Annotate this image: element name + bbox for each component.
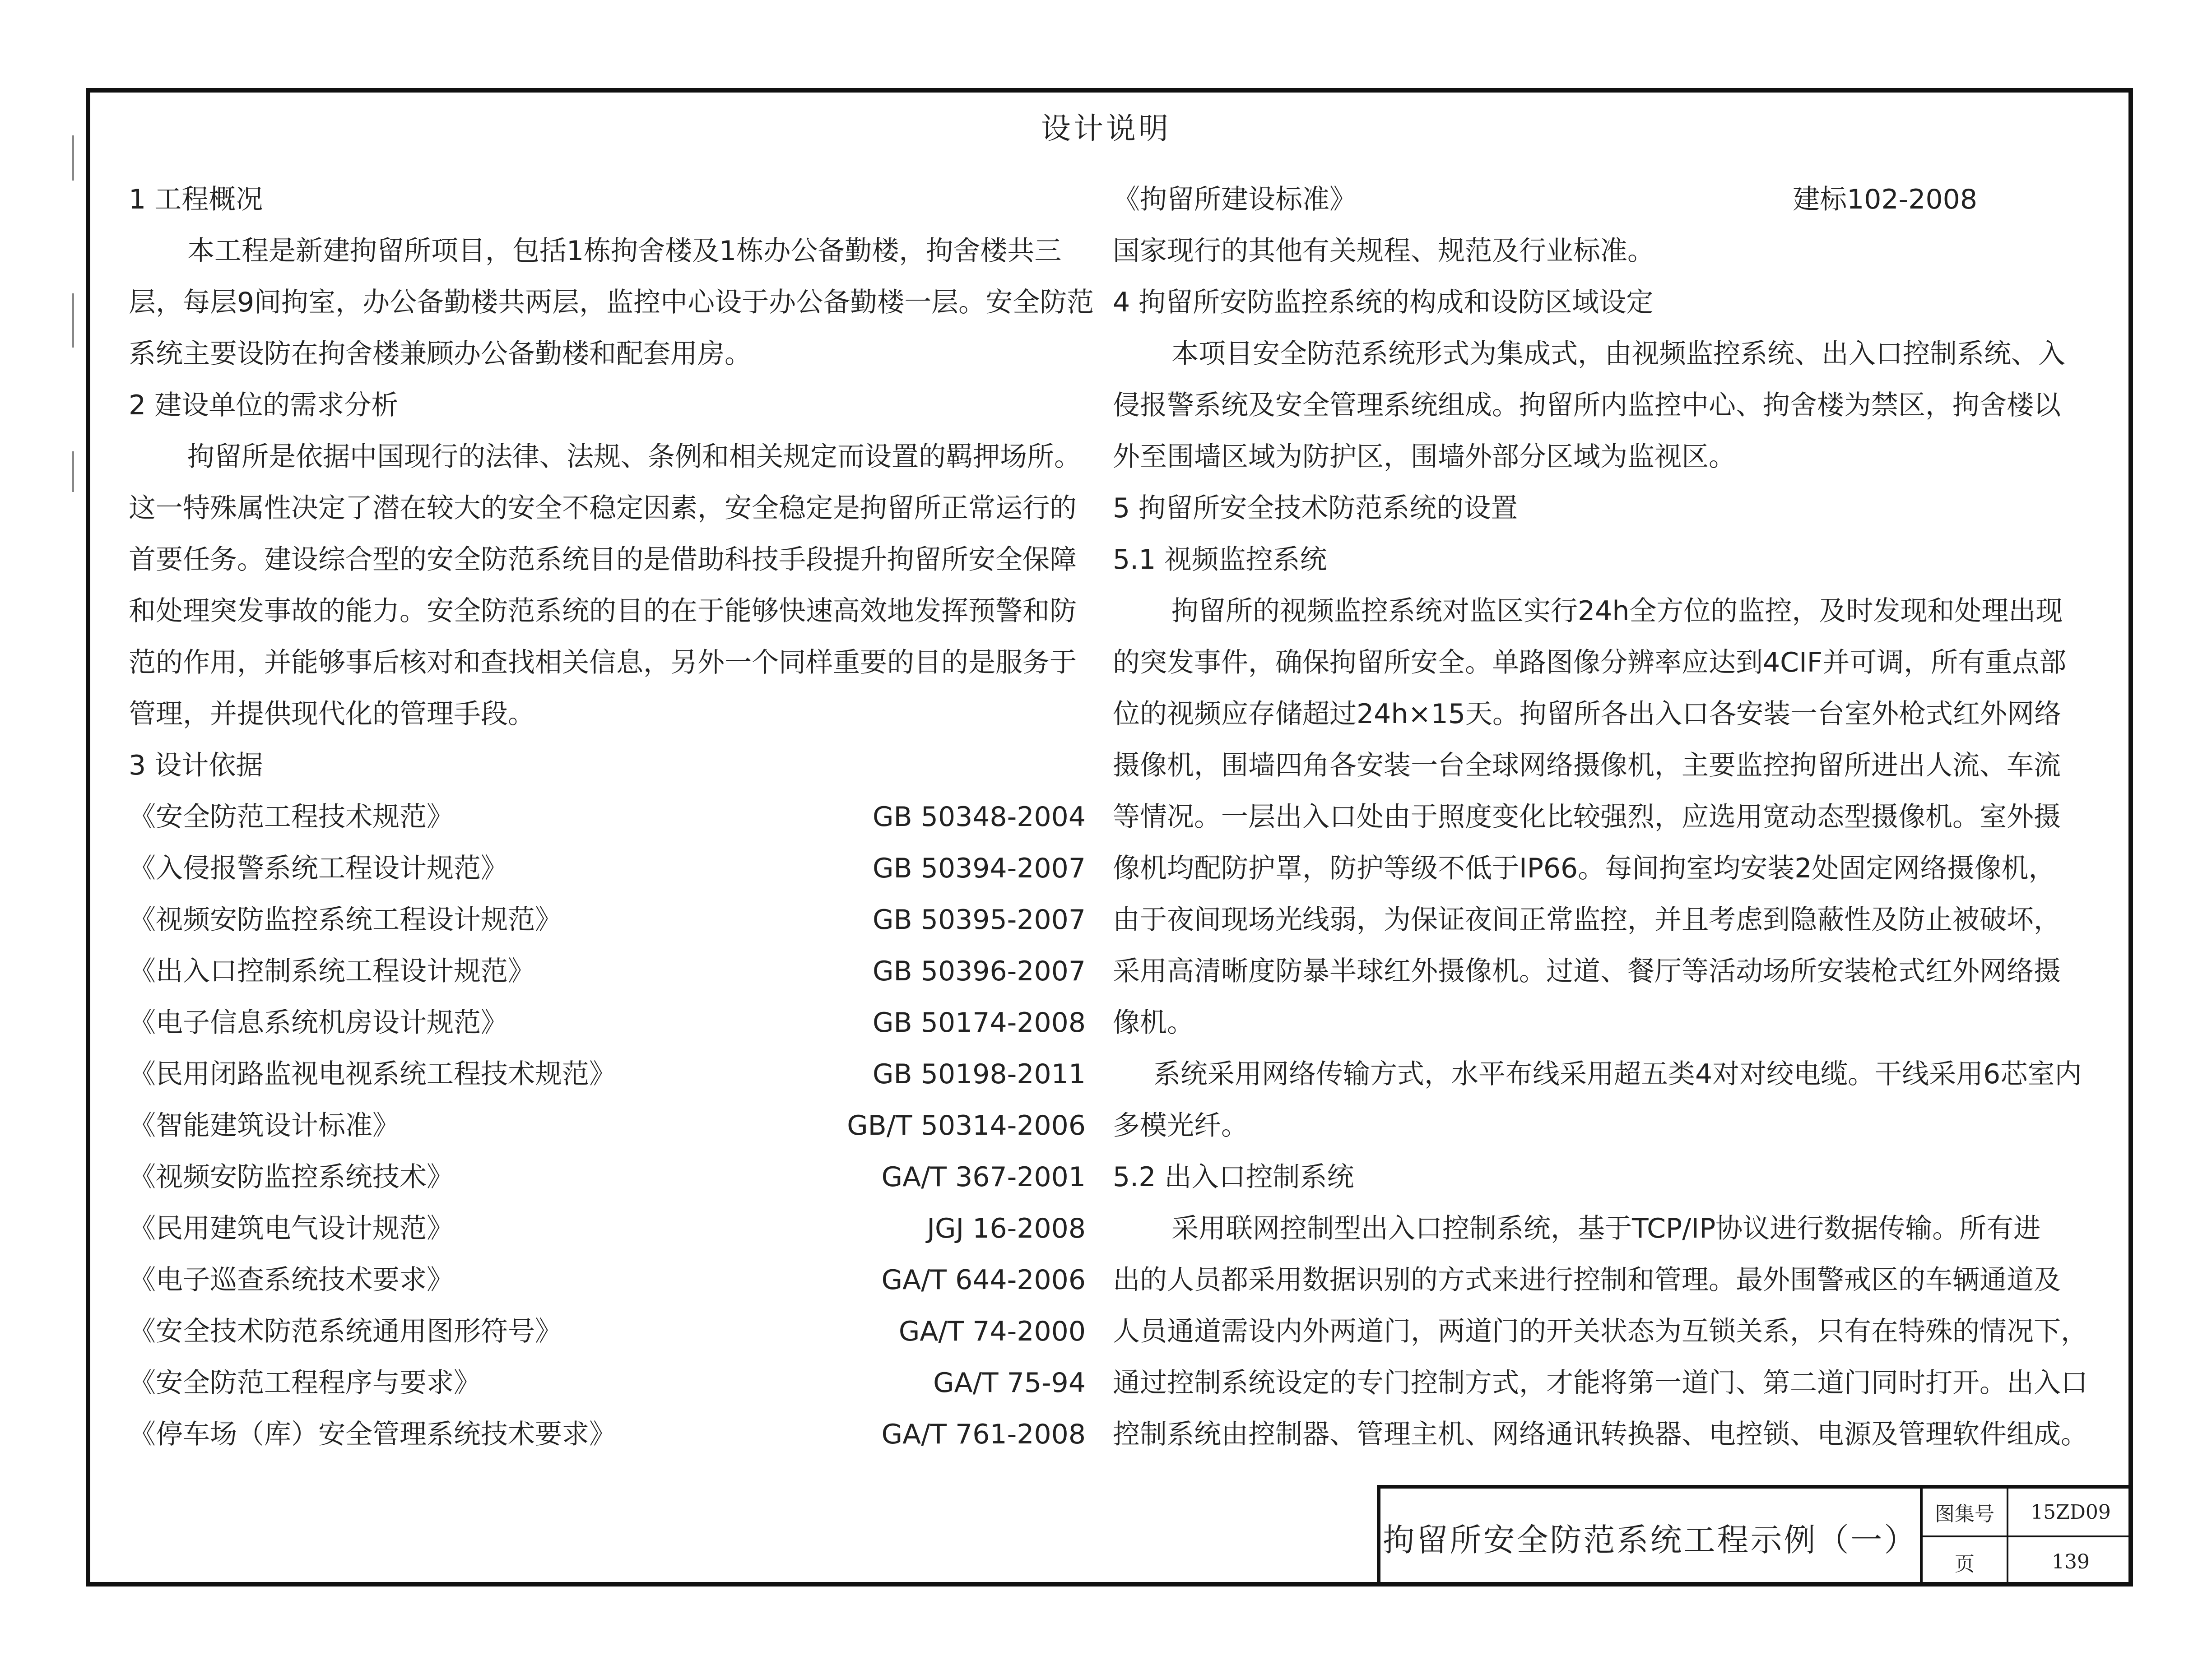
subsection-heading: 5.1 视频监控系统 xyxy=(1113,544,1327,575)
paragraph-line: 首要任务。建设综合型的安全防范系统目的是借助科技手段提升拘留所安全保障 xyxy=(129,544,1077,575)
paragraph-line: 控制系统由控制器、管理主机、网络通讯转换器、电控锁、电源及管理软件组成。 xyxy=(1113,1419,2088,1450)
reference-name: 《民用建筑电气设计规范》 xyxy=(129,1213,454,1244)
section-heading: 5 拘留所安全技术防范系统的设置 xyxy=(1113,492,1518,524)
reference-name: 《视频安防监控系统技术》 xyxy=(129,1161,454,1193)
reference-name: 《智能建筑设计标准》 xyxy=(129,1110,400,1141)
atlas-number-label: 图集号 xyxy=(1923,1489,2008,1537)
page-title: 设计说明 xyxy=(1041,111,1171,146)
paragraph-line: 层，每层9间拘室，办公备勤楼共两层，监控中心设于办公备勤楼一层。安全防范 xyxy=(129,287,1094,318)
drawing-name: 拘留所安全防范系统工程示例（一） xyxy=(1383,1522,1918,1559)
reference-row xyxy=(129,843,1086,894)
paragraph-line: 多模光纤。 xyxy=(1113,1110,1248,1141)
atlas-number-value: 15ZD09 xyxy=(2008,1489,2133,1537)
title-block-grid xyxy=(1920,1489,2133,1586)
reference-name: 《电子信息系统机房设计规范》 xyxy=(129,1007,508,1039)
paragraph-line: 通过控制系统设定的专门控制方式，才能将第一道门、第二道门同时打开。出入口 xyxy=(1113,1367,2088,1399)
reference-code: GB 50395-2007 xyxy=(873,904,1086,936)
reference-code: 建标102-2008 xyxy=(1793,184,1977,215)
reference-row xyxy=(129,1203,1086,1254)
reference-row xyxy=(129,946,1086,997)
paragraph-line: 本工程是新建拘留所项目，包括1栋拘舍楼及1栋办公备勤楼，拘舍楼共三 xyxy=(187,235,1062,267)
reference-name: 《出入口控制系统工程设计规范》 xyxy=(129,956,535,987)
paragraph-line: 这一特殊属性决定了潜在较大的安全不稳定因素，安全稳定是拘留所正常运行的 xyxy=(129,492,1077,524)
paragraph-line: 人员通道需设内外两道门，两道门的开关状态为互锁关系，只有在特殊的情况下， xyxy=(1113,1316,2088,1347)
section-heading: 3 设计依据 xyxy=(129,750,263,781)
reference-row xyxy=(129,1409,1086,1460)
paragraph-line: 的突发事件，确保拘留所安全。单路图像分辨率应达到4CIF并可调，所有重点部 xyxy=(1113,647,2067,678)
reference-code: GA/T 644-2006 xyxy=(881,1264,1086,1296)
reference-name: 《电子巡查系统技术要求》 xyxy=(129,1264,454,1296)
paragraph-line: 拘留所是依据中国现行的法律、法规、条例和相关规定而设置的羁押场所。 xyxy=(187,441,1081,473)
paragraph-line: 本项目安全防范系统形式为集成式，由视频监控系统、出入口控制系统、入 xyxy=(1171,338,2065,370)
paragraph-line: 国家现行的其他有关规程、规范及行业标准。 xyxy=(1113,235,1654,267)
reference-code: GB 50174-2008 xyxy=(873,1007,1086,1039)
reference-code: GA/T 75-94 xyxy=(933,1367,1086,1399)
reference-row xyxy=(1113,174,2052,225)
reference-name: 《安全技术防范系统通用图形符号》 xyxy=(129,1316,562,1347)
paragraph-line: 由于夜间现场光线弱，为保证夜间正常监控，并且考虑到隐蔽性及防止被破坏， xyxy=(1113,904,2061,936)
reference-code: GA/T 74-2000 xyxy=(898,1316,1086,1347)
reference-code: JGJ 16-2008 xyxy=(927,1213,1086,1244)
reference-code: GB 50198-2011 xyxy=(873,1058,1086,1090)
paragraph-line: 范的作用，并能够事后核对和查找相关信息，另外一个同样重要的目的是服务于 xyxy=(129,647,1077,678)
left-column xyxy=(129,174,1094,1460)
paragraph-line: 出的人员都采用数据识别的方式来进行控制和管理。最外围警戒区的车辆通道及 xyxy=(1113,1264,2061,1296)
reference-code: GA/T 367-2001 xyxy=(881,1161,1086,1193)
reference-row xyxy=(129,1357,1086,1409)
reference-row xyxy=(129,791,1086,843)
reference-name: 《安全防范工程程序与要求》 xyxy=(129,1367,481,1399)
page-number-value: 139 xyxy=(2052,1550,2090,1573)
reference-row xyxy=(129,1151,1086,1203)
paragraph-line: 系统主要设防在拘舍楼兼顾办公备勤楼和配套用房。 xyxy=(129,338,752,370)
page-label: 页 xyxy=(1923,1537,2008,1586)
section-heading: 1 工程概况 xyxy=(129,184,263,215)
reference-name: 《停车场（库）安全管理系统技术要求》 xyxy=(129,1419,616,1450)
title-block xyxy=(1377,1485,2133,1586)
paragraph-line: 采用高清晰度防暴半球红外摄像机。过道、餐厅等活动场所安装枪式红外网络摄 xyxy=(1113,956,2061,987)
paragraph-line: 像机均配防护罩，防护等级不低于IP66。每间拘室均安装2处固定网络摄像机， xyxy=(1113,853,2056,884)
paragraph-line: 摄像机，围墙四角各安装一台全球网络摄像机，主要监控拘留所进出人流、车流 xyxy=(1113,750,2061,781)
reference-row xyxy=(129,894,1086,946)
reference-name: 《视频安防监控系统工程设计规范》 xyxy=(129,904,562,936)
reference-code: GA/T 761-2008 xyxy=(881,1419,1086,1450)
section-heading: 2 建设单位的需求分析 xyxy=(129,390,399,421)
paragraph-line: 和处理突发事故的能力。安全防范系统的目的在于能够快速高效地发挥预警和防 xyxy=(129,595,1077,627)
binding-mark xyxy=(72,451,74,492)
reference-code: GB 50394-2007 xyxy=(873,853,1086,884)
paragraph-line: 等情况。一层出入口处由于照度变化比较强烈，应选用宽动态型摄像机。室外摄 xyxy=(1113,801,2061,833)
reference-code: GB 50396-2007 xyxy=(873,956,1086,987)
reference-name: 《入侵报警系统工程设计规范》 xyxy=(129,853,508,884)
right-column xyxy=(1113,174,2088,1460)
reference-row xyxy=(129,1254,1086,1306)
paragraph-line: 像机。 xyxy=(1113,1007,1194,1039)
reference-row xyxy=(129,1306,1086,1357)
reference-row xyxy=(129,997,1086,1048)
subsection-heading: 5.2 出入口控制系统 xyxy=(1113,1161,1354,1193)
reference-row xyxy=(129,1048,1086,1100)
section-heading: 4 拘留所安防监控系统的构成和设防区域设定 xyxy=(1113,287,1654,318)
reference-name: 《拘留所建设标准》 xyxy=(1113,184,1357,215)
paragraph-line: 管理，并提供现代化的管理手段。 xyxy=(129,698,535,730)
paragraph-line: 拘留所的视频监控系统对监区实行24h全方位的监控，及时发现和处理出现 xyxy=(1171,595,2063,627)
reference-name: 《安全防范工程技术规范》 xyxy=(129,801,454,833)
paragraph-line: 侵报警系统及安全管理系统组成。拘留所内监控中心、拘舍楼为禁区，拘舍楼以 xyxy=(1113,390,2061,421)
reference-name: 《民用闭路监视电视系统工程技术规范》 xyxy=(129,1058,616,1090)
paragraph-line: 外至围墙区域为防护区，围墙外部分区域为监视区。 xyxy=(1113,441,1736,473)
reference-code: GB/T 50314-2006 xyxy=(847,1110,1086,1141)
paragraph-line: 采用联网控制型出入口控制系统，基于TCP/IP协议进行数据传输。所有进 xyxy=(1171,1213,2041,1244)
paragraph-line: 位的视频应存储超过24h×15天。拘留所各出入口各安装一台室外枪式红外网络 xyxy=(1113,698,2061,730)
paragraph-line: 系统采用网络传输方式，水平布线采用超五类4对对绞电缆。干线采用6芯室内 xyxy=(1153,1058,2082,1090)
reference-code: GB 50348-2004 xyxy=(873,801,1086,833)
reference-row xyxy=(129,1100,1086,1151)
binding-mark xyxy=(72,293,74,348)
